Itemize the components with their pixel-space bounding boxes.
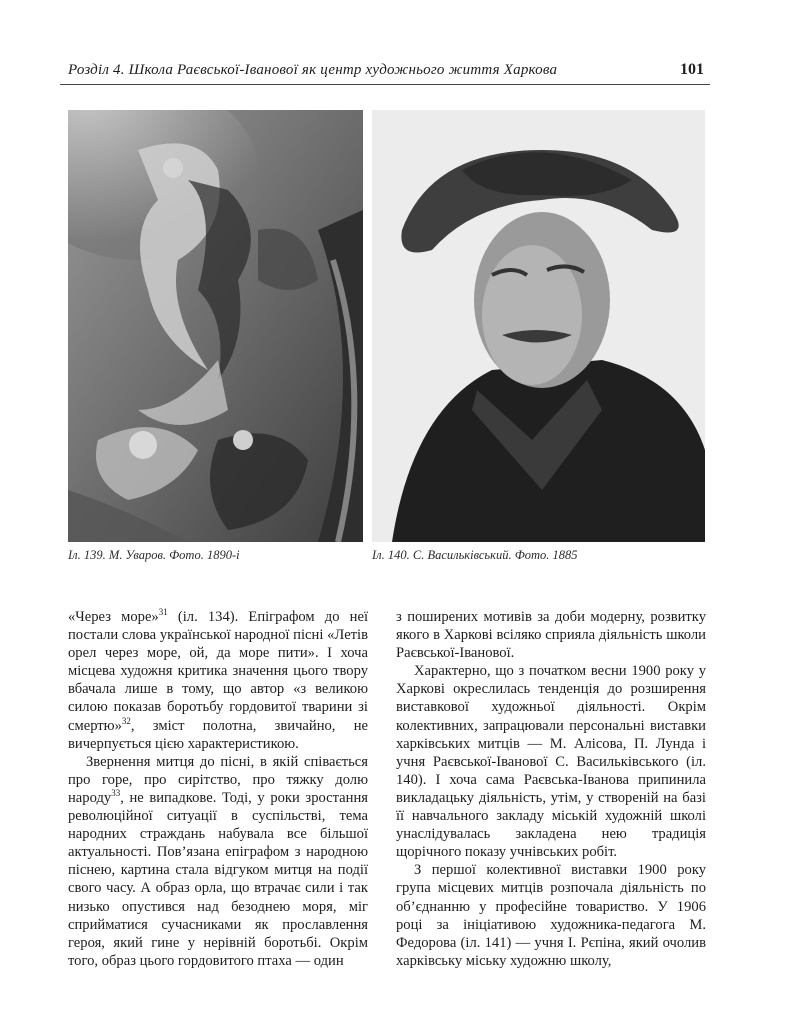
figure-caption-139: Іл. 139. М. Уваров. Фото. 1890-і [68,548,240,562]
running-header [60,58,710,85]
text-run: , не випадкове. Тоді, у роки зростання революційної ситуації в суспільстві, тема народних страждань набувала все більшої актуальності. Пов’язана епіграфом з народною піснею, картина стала відгуком митця на події свого часу. А образ орла, що втрачає сили і так низько опустився над безоднею моря, міг сприйматися сучасниками як прославлення героя, який гине у нерівній боротьбі. Окрім того, образ цього гордовитого птаха — один [68,789,368,969]
text-run: (іл. 134). Епіграфом до неї постали слова української народної пісні «Летів орел через море, ой, да море пити». І хоча місцева художня критика значення цього твору вбачала лише в тому, що автор «з великою силою показав боротьбу гордовитої тварини зі смертю» [68,609,368,734]
running-head-title: Розділ 4. Школа Раєвської-Іванової як центр художнього життя Харкова [68,62,558,78]
footnote-ref: 33 [111,788,121,799]
footnote-ref: 32 [121,715,131,726]
paragraph [68,753,368,970]
portrait-image [372,110,705,542]
text-column-left [68,608,368,970]
paragraph: З першої колективної виставки 1900 року група місцевих митців розпочала діяльність по об’єднанню у професійне товариство. У 1906 році за ініціативою художника-педагога М. Федорова (іл. 141) — учня І. Рєпіна, який очолив харківську міську художню школу, [396,862,706,969]
paragraph [68,608,368,753]
figure-caption-140: Іл. 140. С. Васильківський. Фото. 1885 [372,548,578,562]
page-number: 101 [680,61,704,78]
text-run: «Через море» [68,609,159,625]
ceiling-painting-photo [68,110,363,542]
paragraph: з поширених мотивів за доби модерну, розвитку якого в Харкові всіляко сприяла діяльність школи Раєвської-Іванової. [396,609,706,662]
text-run: , зміст полотна, звичайно, не вичерпується цією характеристикою. [68,717,368,752]
ceiling-painting-image [68,110,363,542]
text-column-right [396,608,706,970]
text-run: Звернення митця до пісні, в якій співається про горе, про сирітство, про тяжку долю народу [68,753,368,806]
portrait-photo [372,110,705,542]
footnote-ref: 31 [158,607,168,618]
paragraph: Характерно, що з початком весни 1900 року у Харкові окреслилась тенденція до розширення виставкової художньої діяльності. Окрім колективних, запрацювали персональні виставки харківських митців — М. Алісова, П. Лунда і учня Раєвської-Іванової С. Васильківського (іл. 140). І хоча сама Раєвська-Іванова припинила викладацьку діяльність, утім, у створеній на базі її навчального закладу міській художній школі унаслідувалась закладена нею традиція щорічного показу учнівських робіт. [396,663,706,861]
